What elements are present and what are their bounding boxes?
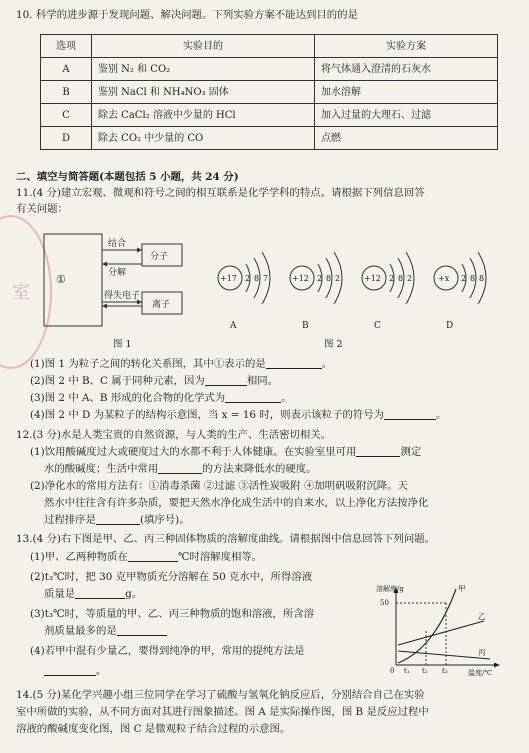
q11-stem-cont: 有关问题： xyxy=(16,203,68,215)
option-cell: D xyxy=(41,127,92,150)
svg-text:D: D xyxy=(446,321,454,331)
q11-stem: 11.(4 分)建立宏观、微观和符号之间的相互联系是化学学科的特点。请根据下列信息回答 xyxy=(16,187,425,199)
svg-text:8: 8 xyxy=(326,274,332,283)
svg-text:2: 2 xyxy=(317,274,323,283)
experiment-table xyxy=(40,34,498,150)
q12-part-2-cont2: 过程排序是 (填序号)。 xyxy=(44,514,190,526)
atom-diagram-d xyxy=(434,252,486,331)
q12-stem: 12.(3 分)水是人类宝贵的自然资源，与人类的生产、生活密切相关。 xyxy=(16,429,332,441)
svg-text:8: 8 xyxy=(398,274,404,283)
svg-text:8: 8 xyxy=(479,274,485,283)
fig1-ion-label: 离子 xyxy=(152,300,171,310)
svg-text:B: B xyxy=(302,321,309,331)
table-row xyxy=(41,81,498,104)
fig1-electron-label: 得失电子 xyxy=(104,291,141,301)
q14-line-1: 14.(5 分)某化学兴趣小组三位同学在学习了硫酸与氢氧化钠反应后，分别结合自己在实验 xyxy=(16,689,425,701)
q13-part-3: (3)t₃℃时，等质量的甲、乙、丙三种物质的饱和溶液，所含溶 xyxy=(30,608,315,620)
purpose-cell: 除去 CaCl₂ 溶液中少量的 HCl xyxy=(92,104,315,127)
option-cell: A xyxy=(41,58,92,81)
svg-text:7: 7 xyxy=(263,274,269,283)
q11-part-3: (3)图 2 中 A、B 形成的化合物的化学式为 。 xyxy=(30,392,292,404)
graph-y50: 50 xyxy=(380,599,389,607)
svg-text:t₁: t₁ xyxy=(404,667,410,675)
plan-cell: 加入过量的大理石、过滤 xyxy=(315,104,498,127)
solubility-curve-graph xyxy=(374,579,504,679)
table-header: 实验方案 xyxy=(315,35,498,58)
plan-cell: 加水溶解 xyxy=(315,81,498,104)
option-cell: B xyxy=(41,81,92,104)
svg-text:A: A xyxy=(230,321,237,331)
svg-text:0: 0 xyxy=(390,667,395,675)
q12-part-2-cont: 然水中往往含有许多杂质，要把天然水净化成生活中的自来水，以上净化方法按净化 xyxy=(44,497,429,509)
svg-text:2: 2 xyxy=(335,274,341,283)
fig1-combine-label: 结合 xyxy=(108,239,127,249)
plan-cell: 点燃 xyxy=(315,127,498,150)
q13-part-2: (2)t₃℃时，把 30 克甲物质充分溶解在 50 克水中，所得溶液 xyxy=(30,571,313,583)
svg-text:+12: +12 xyxy=(364,274,381,283)
table-row xyxy=(41,127,498,150)
q10-stem: 10. 科学的进步源于发现问题、解决问题。下列实验方案不能达到目的的是 xyxy=(16,9,358,21)
plan-cell: 将气体通入澄清的石灰水 xyxy=(315,58,498,81)
fig1-molecule-label: 分子 xyxy=(150,252,169,262)
red-stamp: 室 xyxy=(0,215,52,369)
table-row xyxy=(41,58,498,81)
q12-part-1-cont: 水的酸碱度；生活中常用 的方法来降低水的硬度。 xyxy=(44,463,317,475)
svg-text:+x: +x xyxy=(438,274,450,283)
fig1-circle-label: ① xyxy=(56,273,66,286)
svg-text:2: 2 xyxy=(245,274,251,283)
q11-part-2: (2)图 2 中 B、C 属于同种元素，因为 相同。 xyxy=(30,375,278,387)
table-header-row xyxy=(41,35,498,58)
svg-text:t₃: t₃ xyxy=(442,667,448,675)
q13-part-3-cont: 剂质量最多的是 xyxy=(16,624,529,640)
q11-part-4: (4)图 2 中 D 为某粒子的结构示意图，当 x = 16 时，则表示该粒子的符号为 。 xyxy=(30,409,447,421)
purpose-cell: 鉴别 N₂ 和 CO₂ xyxy=(92,58,315,81)
figure-1-particle-diagram xyxy=(42,228,192,330)
q14-line-2: 室中所做的实验，从不同方面对其进行图象描述。图 A 是实际操作图，图 B 是反应过程中 xyxy=(16,706,429,718)
purpose-cell: 鉴别 NaCl 和 NH₄NO₃ 固体 xyxy=(92,81,315,104)
svg-text:2: 2 xyxy=(389,274,395,283)
table-header: 选项 xyxy=(41,35,92,58)
svg-text:8: 8 xyxy=(470,274,476,283)
q13-part-1: (1)甲、乙两种物质在 ℃时溶解度相等。 xyxy=(30,551,263,563)
svg-text:2: 2 xyxy=(407,274,413,283)
graph-ylabel: 溶解度/g xyxy=(376,585,404,593)
table-row xyxy=(41,104,498,127)
atom-diagram-c xyxy=(362,252,414,331)
figure-2-atom-diagrams xyxy=(210,250,500,340)
q12-part-1: (1)饮用酸碱度过大或硬度过大的水都不利于人体健康。在实验室里可用 测定 xyxy=(30,446,422,458)
q13-stem: 13.(4 分)右下图是甲、乙、丙三种固体物质的溶解度曲线。请根据图中信息回答下列问题。 xyxy=(16,533,435,545)
section-heading: 二、填空与简答题(本题包括 5 小题，共 24 分) xyxy=(16,171,239,183)
figure-1-caption: 图 1 xyxy=(113,339,132,350)
fig1-split-label: 分解 xyxy=(108,268,127,278)
svg-text:+12: +12 xyxy=(292,274,309,283)
curve-yi xyxy=(398,621,484,645)
q13-part-2-cont: 质量是 g。 xyxy=(44,588,143,600)
atom-diagram-b xyxy=(290,252,342,331)
q11-part-1: (1)图 1 为粒子之间的转化关系图，其中①表示的是 。 xyxy=(30,358,333,370)
q12-part-2: (2)净化水的常用方法有：①消毒杀菌 ②过滤 ③活性炭吸附 ④加明矾吸附沉降。天 xyxy=(30,480,408,492)
table-header: 实验目的 xyxy=(92,35,315,58)
svg-text:8: 8 xyxy=(254,274,260,283)
option-cell: C xyxy=(41,104,92,127)
svg-text:t₂: t₂ xyxy=(422,667,428,675)
svg-text:甲: 甲 xyxy=(458,584,466,593)
svg-text:+17: +17 xyxy=(220,274,237,283)
q14-line-3: 溶液的酸碱度变化图，图 C 是微观粒子结合过程的示意图。 xyxy=(16,723,291,735)
q13-part-4-blank: 。 xyxy=(16,664,529,680)
svg-text:丙: 丙 xyxy=(478,648,486,657)
q13-part-4: (4)若甲中混有少量乙，要得到纯净的甲，常用的提纯方法是 xyxy=(30,645,305,657)
figure-2-caption: 图 2 xyxy=(324,339,343,350)
purpose-cell: 除去 CO₂ 中少量的 CO xyxy=(92,127,315,150)
svg-text:温度/℃: 温度/℃ xyxy=(468,669,493,677)
atom-diagram-a xyxy=(218,252,270,331)
svg-text:乙: 乙 xyxy=(478,612,486,621)
svg-text:2: 2 xyxy=(461,274,467,283)
svg-text:C: C xyxy=(374,321,381,331)
